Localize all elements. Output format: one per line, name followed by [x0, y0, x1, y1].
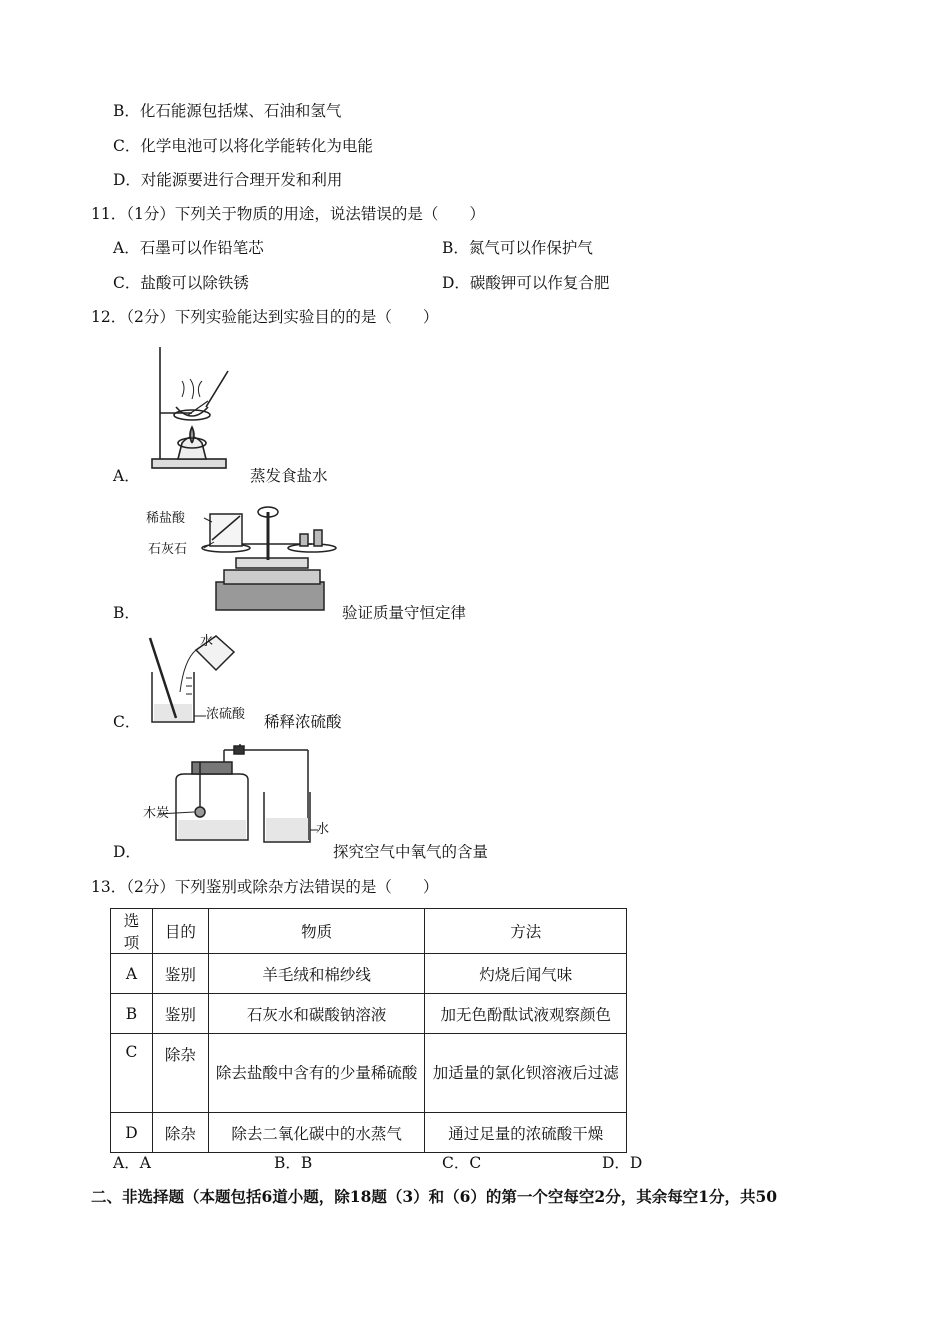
cell-option: C	[111, 1034, 153, 1113]
cell-option: D	[111, 1113, 153, 1153]
conc-sulfuric-label: 浓硫酸	[206, 707, 246, 722]
q13-stem: 13．（2分）下列鉴别或除杂方法错误的是（ ）	[91, 878, 439, 896]
water-label-d: 水	[316, 822, 330, 837]
cell-purpose: 除杂	[152, 1034, 208, 1113]
q12-option-a-letter: A．	[113, 467, 140, 485]
table-row	[111, 954, 627, 994]
charcoal-label: 木炭	[143, 806, 170, 821]
limestone-label: 石灰石	[148, 542, 188, 557]
q10-option-d: D．对能源要进行合理开发和利用	[113, 171, 343, 189]
q12-option-d-caption: 探究空气中氧气的含量	[333, 843, 489, 861]
q12-stem: 12．（2分）下列实验能达到实验目的的是（ ）	[91, 308, 439, 326]
cell-substance: 除去盐酸中含有的少量稀硫酸	[208, 1034, 425, 1113]
cell-substance: 石灰水和碳酸钠溶液	[208, 994, 425, 1034]
q12-option-a-caption: 蒸发食盐水	[250, 467, 328, 485]
q11-stem: 11．（1分）下列关于物质的用途，说法错误的是（ ）	[91, 205, 485, 223]
table-row	[111, 994, 627, 1034]
header-substance: 物质	[208, 909, 425, 954]
q13-option-b: B．B	[274, 1154, 313, 1172]
q13-option-c: C．C	[442, 1154, 482, 1172]
cell-purpose: 鉴别	[152, 954, 208, 994]
dilute-hcl-label: 稀盐酸	[146, 511, 186, 526]
section-2-heading: 二、非选择题（本题包括6道小题，除18题（3）和（6）的第一个空每空2分，其余每空1分，共50	[91, 1187, 778, 1206]
q12-option-c-caption: 稀释浓硫酸	[264, 713, 342, 731]
cell-purpose: 鉴别	[152, 994, 208, 1034]
cell-purpose: 除杂	[152, 1113, 208, 1153]
cell-substance: 羊毛绒和棉纱线	[208, 954, 425, 994]
q11-option-d: D．碳酸钾可以作复合肥	[442, 274, 610, 292]
q12-option-b-letter: B．	[113, 604, 140, 622]
q12-option-b-caption: 验证质量守恒定律	[342, 604, 467, 622]
q13-table	[110, 908, 627, 1153]
header-purpose: 目的	[152, 909, 208, 954]
q11-option-a: A．石墨可以作铅笔芯	[113, 239, 264, 257]
cell-method: 加无色酚酞试液观察颜色	[425, 994, 627, 1034]
cell-option: A	[111, 954, 153, 994]
q10-option-b: B．化石能源包括煤、石油和氢气	[113, 102, 342, 120]
q11-option-b: B．氮气可以作保护气	[442, 239, 593, 257]
cell-substance: 除去二氧化碳中的水蒸气	[208, 1113, 425, 1153]
q12-option-d-letter: D．	[113, 843, 141, 861]
table-row	[111, 1113, 627, 1153]
oxygen-content-apparatus-figure	[140, 744, 330, 848]
q10-option-c: C．化学电池可以将化学能转化为电能	[113, 137, 373, 155]
q12-option-c-letter: C．	[113, 713, 141, 731]
header-option: 选项	[111, 909, 153, 954]
table-row	[111, 1034, 627, 1113]
q13-option-a: A．A	[113, 1154, 151, 1172]
cell-method: 通过足量的浓硫酸干燥	[425, 1113, 627, 1153]
q11-option-c: C．盐酸可以除铁锈	[113, 274, 249, 292]
cell-method: 加适量的氯化钡溶液后过滤	[425, 1034, 627, 1113]
water-label: 水	[200, 634, 214, 649]
cell-method: 灼烧后闻气味	[425, 954, 627, 994]
evaporation-apparatus-figure	[148, 343, 232, 471]
header-method: 方法	[425, 909, 627, 954]
table-header-row	[111, 909, 627, 954]
cell-option: B	[111, 994, 153, 1034]
q13-option-d: D．D	[602, 1154, 643, 1172]
